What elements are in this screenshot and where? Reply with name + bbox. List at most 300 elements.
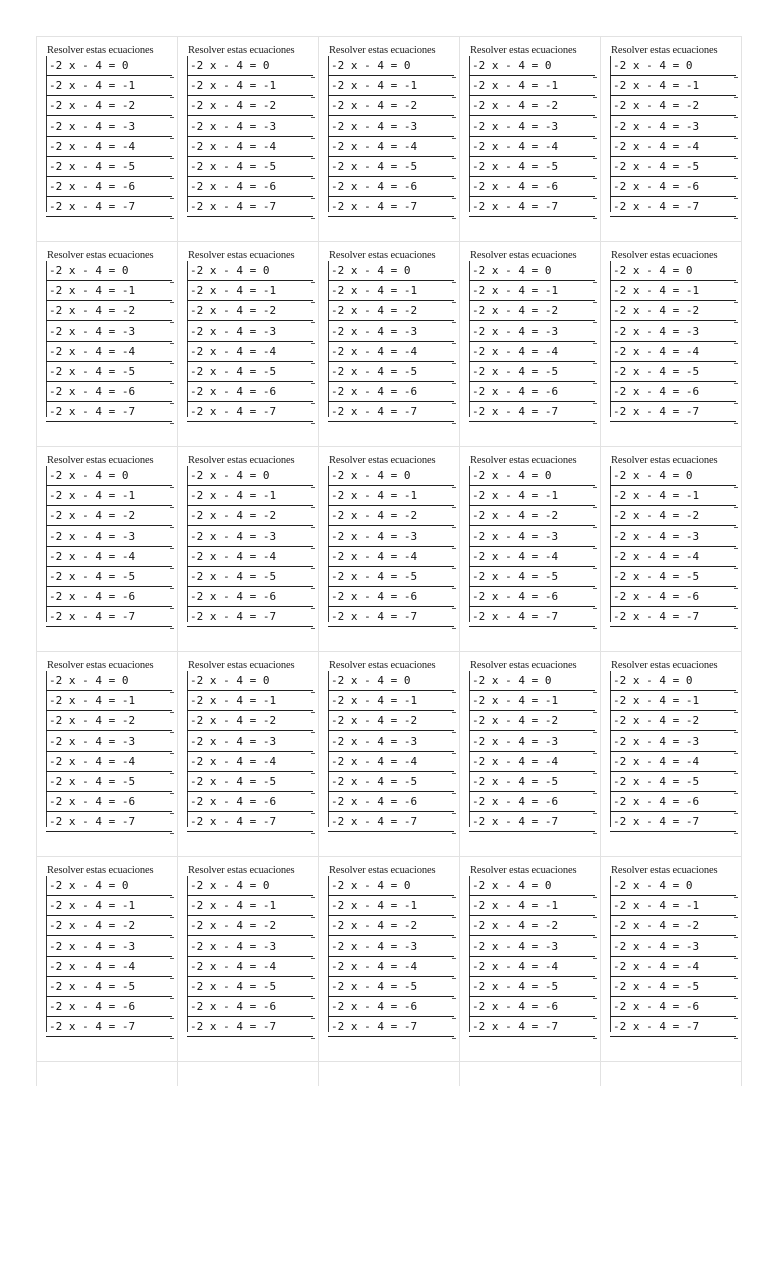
equation-row [187,712,313,731]
equation-row [610,467,736,486]
equation-row [187,302,313,321]
exercise-title: Resolver estas ecuaciones [47,250,154,261]
equation-row [46,588,172,607]
equation-row [187,1018,313,1037]
equation-row [187,528,313,547]
equation-text: -2 x - 4 = -4 [331,344,418,358]
equation-text: -2 x - 4 = -6 [49,1000,136,1014]
equation-list [610,262,736,424]
equation-row [328,733,454,752]
equation-row [610,712,736,731]
equation-row [187,383,313,402]
equation-text: -2 x - 4 = -3 [472,119,559,133]
equation-text: -2 x - 4 = -5 [472,979,559,993]
equation-row [187,343,313,362]
equation-row [610,97,736,116]
exercise-title: Resolver estas ecuaciones [47,455,154,466]
equation-row [328,568,454,587]
equation-row [46,178,172,197]
equation-text: -2 x - 4 = -2 [49,99,136,113]
equation-row [328,323,454,342]
equation-list [469,467,595,629]
equation-text: -2 x - 4 = -2 [472,509,559,523]
equation-row [610,383,736,402]
equation-row [610,282,736,301]
equation-row [610,158,736,177]
equation-text: -2 x - 4 = -7 [49,405,136,419]
equation-row [46,548,172,567]
equation-row [46,958,172,977]
equation-text: -2 x - 4 = -6 [613,180,700,194]
equation-row [469,938,595,957]
equation-text: -2 x - 4 = -1 [613,489,700,503]
equation-text: -2 x - 4 = -3 [613,119,700,133]
equation-text: -2 x - 4 = -6 [472,590,559,604]
equation-text: -2 x - 4 = -5 [472,364,559,378]
equation-row [46,528,172,547]
equation-text: -2 x - 4 = -1 [472,899,559,913]
equation-text: -2 x - 4 = -5 [331,159,418,173]
exercise-title: Resolver estas ecuaciones [188,45,295,56]
equation-text: -2 x - 4 = 0 [190,674,270,687]
equation-text: -2 x - 4 = -2 [613,509,700,523]
equation-row [328,528,454,547]
equation-text: -2 x - 4 = -5 [613,569,700,583]
equation-row [46,998,172,1017]
equation-text: -2 x - 4 = -7 [613,815,700,829]
equation-row [469,487,595,506]
equation-text: -2 x - 4 = -6 [331,590,418,604]
equation-row [610,608,736,627]
equation-text: -2 x - 4 = 0 [190,879,270,892]
equation-text: -2 x - 4 = -2 [190,919,277,933]
equation-row [610,302,736,321]
equation-row [610,178,736,197]
equation-list [187,262,313,424]
equation-text: -2 x - 4 = -2 [613,714,700,728]
equation-row [469,198,595,217]
equation-text: -2 x - 4 = -3 [472,324,559,338]
equation-text: -2 x - 4 = -7 [190,610,277,624]
exercise-title: Resolver estas ecuaciones [47,865,154,876]
equation-row [46,467,172,486]
equation-row [328,998,454,1017]
equation-text: -2 x - 4 = -6 [613,795,700,809]
equation-text: -2 x - 4 = -2 [472,99,559,113]
equation-row [187,938,313,957]
equation-row [610,528,736,547]
exercise-title: Resolver estas ecuaciones [188,660,295,671]
equation-row [187,548,313,567]
equation-text: -2 x - 4 = -1 [472,489,559,503]
equation-text: -2 x - 4 = 0 [49,469,129,482]
equation-row [46,158,172,177]
equation-text: -2 x - 4 = -3 [190,324,277,338]
equation-text: -2 x - 4 = -7 [472,200,559,214]
equation-row [46,363,172,382]
equation-row [46,753,172,772]
equation-text: -2 x - 4 = -4 [190,959,277,973]
equation-text: -2 x - 4 = -5 [613,979,700,993]
equation-text: -2 x - 4 = -5 [190,569,277,583]
equation-text: -2 x - 4 = -1 [472,79,559,93]
equation-text: -2 x - 4 = -7 [49,200,136,214]
equation-text: -2 x - 4 = -5 [49,569,136,583]
equation-text: -2 x - 4 = -3 [472,939,559,953]
equation-text: -2 x - 4 = -1 [49,899,136,913]
equation-text: -2 x - 4 = -4 [472,344,559,358]
equation-text: -2 x - 4 = -7 [472,405,559,419]
equation-text: -2 x - 4 = -5 [613,364,700,378]
equation-text: -2 x - 4 = -4 [331,139,418,153]
equation-text: -2 x - 4 = 0 [49,264,129,277]
equation-row [469,692,595,711]
grid-column-line [177,36,178,1086]
equation-text: -2 x - 4 = -2 [472,304,559,318]
equation-text: -2 x - 4 = -2 [331,714,418,728]
equation-row [187,97,313,116]
equation-row [469,383,595,402]
equation-row [328,262,454,281]
equation-row [46,403,172,422]
grid-row-line [36,651,741,652]
equation-text: -2 x - 4 = -1 [49,79,136,93]
equation-text: -2 x - 4 = -3 [49,939,136,953]
equation-list [610,467,736,629]
equation-row [187,917,313,936]
equation-text: -2 x - 4 = -1 [472,284,559,298]
equation-row [469,753,595,772]
equation-row [328,57,454,76]
equation-row [610,978,736,997]
grid-column-line [459,36,460,1086]
equation-row [46,733,172,752]
equation-row [46,938,172,957]
equation-text: -2 x - 4 = -5 [472,159,559,173]
equation-list [469,877,595,1039]
equation-row [469,343,595,362]
equation-row [46,262,172,281]
equation-row [610,917,736,936]
equation-row [328,938,454,957]
grid-column-line [600,36,601,1086]
equation-row [469,77,595,96]
equation-text: -2 x - 4 = -1 [613,694,700,708]
equation-row [328,178,454,197]
equation-row [328,467,454,486]
equation-list [328,672,454,834]
equation-row [328,712,454,731]
equation-row [187,773,313,792]
equation-row [610,507,736,526]
grid-row-line [36,241,741,242]
equation-row [187,323,313,342]
equation-row [328,548,454,567]
equation-text: -2 x - 4 = -2 [331,99,418,113]
grid-row-line [36,1061,741,1062]
equation-row [328,118,454,137]
exercise-title: Resolver estas ecuaciones [611,455,718,466]
equation-list [610,672,736,834]
equation-text: -2 x - 4 = -1 [190,79,277,93]
exercise-title: Resolver estas ecuaciones [470,865,577,876]
equation-text: -2 x - 4 = -6 [190,385,277,399]
equation-row [187,178,313,197]
equation-text: -2 x - 4 = -3 [49,734,136,748]
equation-list [469,262,595,424]
equation-row [469,323,595,342]
equation-row [46,97,172,116]
equation-row [610,363,736,382]
equation-text: -2 x - 4 = 0 [613,674,693,687]
equation-text: -2 x - 4 = -7 [331,610,418,624]
equation-text: -2 x - 4 = -2 [331,304,418,318]
exercise-title: Resolver estas ecuaciones [188,455,295,466]
equation-row [187,403,313,422]
equation-text: -2 x - 4 = -4 [472,139,559,153]
equation-row [610,733,736,752]
equation-text: -2 x - 4 = -6 [472,180,559,194]
equation-text: -2 x - 4 = -1 [331,694,418,708]
equation-row [610,773,736,792]
equation-text: -2 x - 4 = -2 [49,919,136,933]
exercise-title: Resolver estas ecuaciones [47,660,154,671]
equation-text: -2 x - 4 = -4 [613,754,700,768]
equation-row [469,813,595,832]
equation-row [328,403,454,422]
equation-text: -2 x - 4 = 0 [472,879,552,892]
equation-row [328,138,454,157]
equation-row [328,77,454,96]
equation-list [469,672,595,834]
equation-row [328,897,454,916]
equation-row [187,158,313,177]
equation-text: -2 x - 4 = -1 [190,694,277,708]
equation-text: -2 x - 4 = -4 [190,344,277,358]
equation-text: -2 x - 4 = -4 [190,139,277,153]
equation-text: -2 x - 4 = -4 [190,549,277,563]
equation-text: -2 x - 4 = -6 [331,180,418,194]
equation-text: -2 x - 4 = -4 [613,959,700,973]
equation-text: -2 x - 4 = -7 [613,200,700,214]
grid-column-line [36,36,37,1086]
equation-row [610,138,736,157]
equation-row [328,507,454,526]
equation-row [469,998,595,1017]
equation-row [187,363,313,382]
equation-row [187,733,313,752]
equation-row [46,692,172,711]
equation-text: -2 x - 4 = -5 [49,774,136,788]
equation-row [46,712,172,731]
equation-text: -2 x - 4 = -6 [472,385,559,399]
equation-text: -2 x - 4 = 0 [613,264,693,277]
equation-text: -2 x - 4 = -1 [613,899,700,913]
equation-text: -2 x - 4 = -5 [331,364,418,378]
equation-text: -2 x - 4 = -6 [613,385,700,399]
equation-text: -2 x - 4 = -7 [331,1020,418,1034]
equation-list [328,877,454,1039]
equation-text: -2 x - 4 = -2 [49,714,136,728]
equation-text: -2 x - 4 = 0 [613,879,693,892]
equation-text: -2 x - 4 = -1 [49,489,136,503]
equation-text: -2 x - 4 = -2 [49,509,136,523]
grid-row-line [36,856,741,857]
equation-row [46,138,172,157]
exercise-title: Resolver estas ecuaciones [329,865,436,876]
exercise-title: Resolver estas ecuaciones [329,45,436,56]
equation-row [469,507,595,526]
equation-row [46,57,172,76]
equation-text: -2 x - 4 = -4 [190,754,277,768]
equation-text: -2 x - 4 = 0 [190,264,270,277]
equation-row [469,528,595,547]
equation-list [328,467,454,629]
equation-row [610,262,736,281]
equation-text: -2 x - 4 = -1 [190,489,277,503]
equation-text: -2 x - 4 = -4 [49,344,136,358]
equation-row [46,773,172,792]
equation-text: -2 x - 4 = -7 [49,815,136,829]
equation-text: -2 x - 4 = 0 [331,469,411,482]
equation-text: -2 x - 4 = -2 [331,509,418,523]
equation-row [328,978,454,997]
equation-text: -2 x - 4 = -3 [331,324,418,338]
equation-text: -2 x - 4 = -3 [190,119,277,133]
equation-row [46,813,172,832]
equation-row [469,793,595,812]
equation-row [610,487,736,506]
equation-row [187,793,313,812]
equation-text: -2 x - 4 = 0 [613,469,693,482]
equation-row [328,1018,454,1037]
equation-row [469,262,595,281]
equation-text: -2 x - 4 = -3 [331,939,418,953]
equation-list [328,262,454,424]
equation-row [46,672,172,691]
equation-row [46,1018,172,1037]
equation-row [610,897,736,916]
equation-text: -2 x - 4 = -7 [190,200,277,214]
equation-text: -2 x - 4 = -5 [331,569,418,583]
equation-row [610,998,736,1017]
equation-list [46,877,172,1039]
equation-text: -2 x - 4 = -3 [613,324,700,338]
equation-row [46,323,172,342]
equation-row [469,958,595,977]
equation-row [187,998,313,1017]
equation-text: -2 x - 4 = -6 [190,180,277,194]
equation-row [469,712,595,731]
equation-row [469,733,595,752]
equation-text: -2 x - 4 = -7 [49,1020,136,1034]
equation-text: -2 x - 4 = -4 [49,754,136,768]
exercise-title: Resolver estas ecuaciones [470,250,577,261]
equation-text: -2 x - 4 = -4 [49,549,136,563]
exercise-title: Resolver estas ecuaciones [188,250,295,261]
equation-text: -2 x - 4 = -3 [613,529,700,543]
equation-row [610,793,736,812]
equation-row [469,773,595,792]
equation-text: -2 x - 4 = -4 [472,754,559,768]
equation-row [187,608,313,627]
equation-text: -2 x - 4 = -3 [49,119,136,133]
equation-text: -2 x - 4 = 0 [613,59,693,72]
equation-row [328,487,454,506]
equation-row [610,323,736,342]
equation-text: -2 x - 4 = -7 [190,405,277,419]
equation-row [469,978,595,997]
equation-row [328,773,454,792]
equation-text: -2 x - 4 = -7 [190,815,277,829]
equation-row [46,487,172,506]
equation-text: -2 x - 4 = -6 [190,1000,277,1014]
equation-text: -2 x - 4 = -4 [331,959,418,973]
equation-text: -2 x - 4 = -6 [331,795,418,809]
equation-row [328,793,454,812]
equation-row [187,692,313,711]
equation-row [469,97,595,116]
equation-row [469,1018,595,1037]
exercise-title: Resolver estas ecuaciones [329,660,436,671]
equation-row [610,77,736,96]
equation-text: -2 x - 4 = -3 [49,324,136,338]
equation-text: -2 x - 4 = 0 [49,879,129,892]
equation-text: -2 x - 4 = 0 [49,674,129,687]
equation-list [46,57,172,219]
grid-row-line [36,446,741,447]
equation-row [610,813,736,832]
equation-row [469,672,595,691]
equation-row [328,383,454,402]
equation-list [46,467,172,629]
equation-text: -2 x - 4 = -2 [613,99,700,113]
equation-text: -2 x - 4 = -3 [49,529,136,543]
equation-row [328,588,454,607]
equation-row [328,672,454,691]
equation-list [610,877,736,1039]
equation-row [469,282,595,301]
equation-row [610,877,736,896]
equation-text: -2 x - 4 = -6 [49,795,136,809]
equation-row [328,608,454,627]
equation-text: -2 x - 4 = -2 [472,919,559,933]
equation-row [328,198,454,217]
exercise-title: Resolver estas ecuaciones [470,455,577,466]
equation-row [187,467,313,486]
equation-text: -2 x - 4 = -5 [190,364,277,378]
exercise-title: Resolver estas ecuaciones [47,45,154,56]
equation-list [187,877,313,1039]
equation-text: -2 x - 4 = -4 [613,344,700,358]
equation-text: -2 x - 4 = -5 [472,569,559,583]
equation-text: -2 x - 4 = 0 [472,59,552,72]
equation-text: -2 x - 4 = -6 [613,590,700,604]
equation-text: -2 x - 4 = -5 [190,979,277,993]
equation-row [187,118,313,137]
equation-list [187,467,313,629]
equation-row [328,877,454,896]
equation-text: -2 x - 4 = -7 [472,610,559,624]
equation-text: -2 x - 4 = -3 [613,734,700,748]
equation-text: -2 x - 4 = -3 [472,734,559,748]
equation-text: -2 x - 4 = -3 [190,529,277,543]
equation-text: -2 x - 4 = -2 [190,99,277,113]
equation-text: -2 x - 4 = -6 [190,795,277,809]
equation-list [328,57,454,219]
equation-row [46,608,172,627]
equation-text: -2 x - 4 = -1 [49,694,136,708]
